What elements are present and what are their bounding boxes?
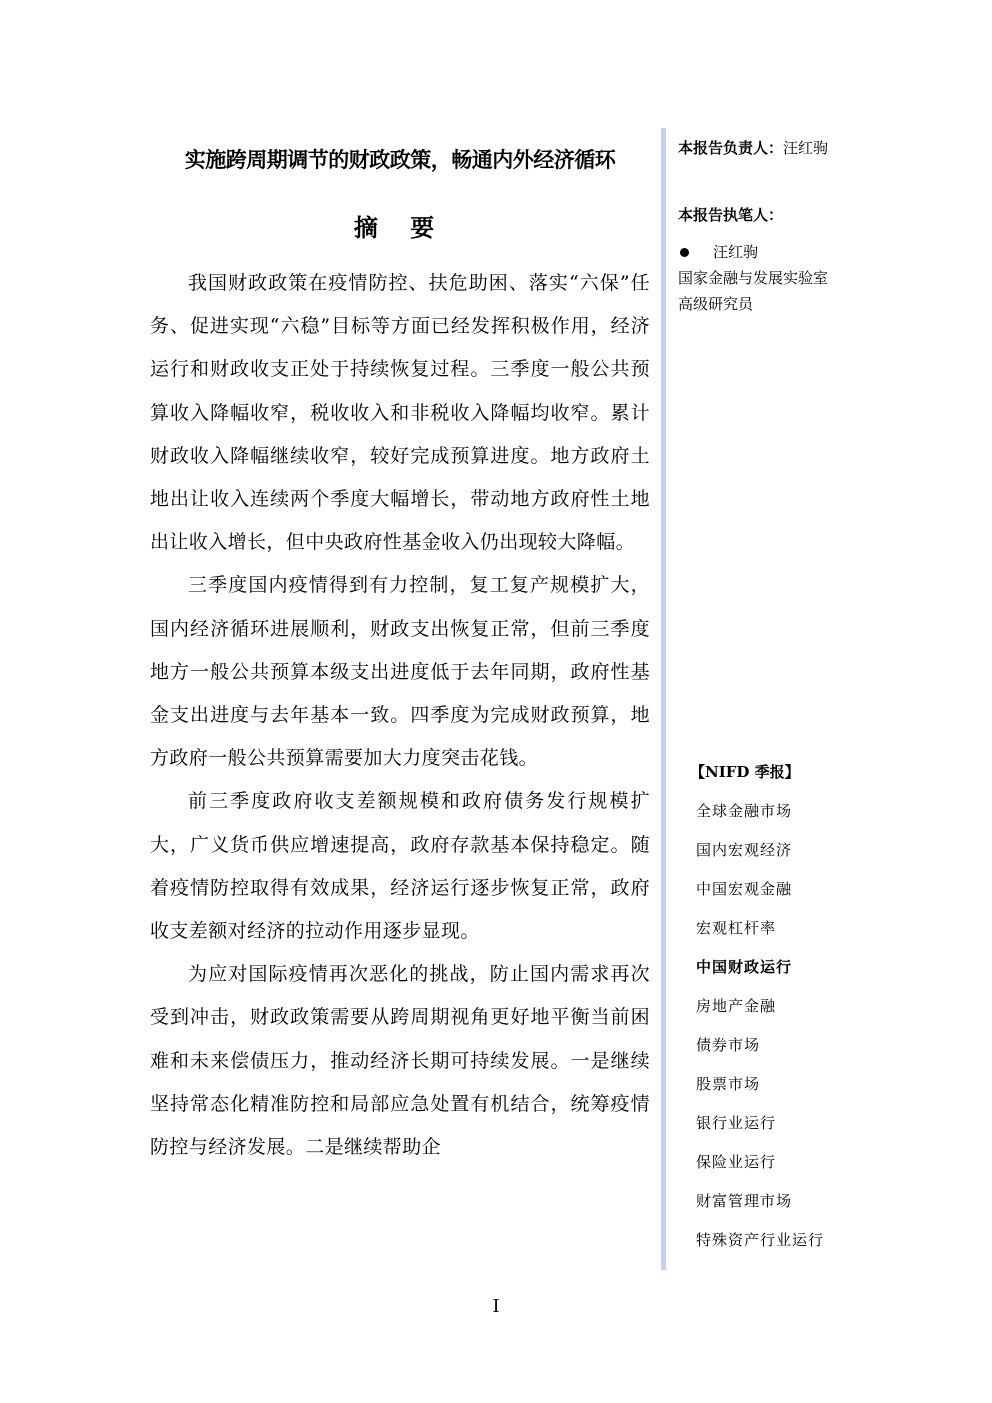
nifd-item-banking-operation[interactable]: 银行业运行 <box>696 1114 777 1132</box>
column-divider <box>661 128 666 1270</box>
abstract-paragraph-4: 为应对国际疫情再次恶化的挑战，防止国内需求再次受到冲击，财政政策需要从跨周期视角更好地平衡当前困难和未来偿债压力，推动经济长期可持续发展。一是继续坚持常态化精准防控和局部应急处置有机结合，统筹疫情防控与经济发展。二是继续帮助企 <box>150 963 650 1159</box>
nifd-item-insurance-operation[interactable]: 保险业运行 <box>696 1153 777 1171</box>
abstract-heading: 摘 要 <box>353 213 447 242</box>
bullet-icon <box>680 248 689 257</box>
responsible-name: 汪红驹 <box>783 139 829 157</box>
author-name: 汪红驹 <box>713 243 759 261</box>
report-credits <box>678 136 978 317</box>
main-column <box>150 140 650 1169</box>
responsible-person <box>678 136 978 160</box>
nifd-item-china-fiscal-operation[interactable]: 中国财政运行 <box>696 958 793 976</box>
nifd-item-real-estate-finance[interactable]: 房地产金融 <box>696 997 777 1015</box>
responsible-label: 本报告负责人： <box>678 139 784 157</box>
abstract-paragraph-1: 我国财政政策在疫情防控、扶危助困、落实“六保”任务、促进实现“六稳”目标等方面已经发挥积极作用，经济运行和财政收支正处于持续恢复过程。三季度一般公共预算收入降幅收窄，税收收入和非税收入降幅均收窄。累计财政收入降幅继续收窄，较好完成预算进度。地方政府土地出让收入连续两个季度大幅增长，带动地方政府性土地出让收入增长，但中央政府性基金收入仍出现较大降幅。 <box>150 272 650 554</box>
nifd-item-domestic-macro-economy[interactable]: 国内宏观经济 <box>696 841 793 859</box>
nifd-item-macro-leverage[interactable]: 宏观杠杆率 <box>696 919 777 937</box>
page-number: I <box>492 1296 500 1317</box>
nifd-item-special-assets[interactable]: 特殊资产行业运行 <box>696 1231 825 1249</box>
nifd-quarterly-nav <box>678 760 978 1260</box>
nifd-item-bond-market[interactable]: 债券市场 <box>696 1036 761 1054</box>
author-affiliation: 国家金融与发展实验室 <box>678 269 829 287</box>
abstract-paragraph-3: 前三季度政府收支差额规模和政府债务发行规模扩大，广义货币供应增速提高，政府存款基本保持稳定。随着疫情防控取得有效成果，经济运行逐步恢复正常，政府收支差额对经济的拉动作用逐步显现。 <box>150 790 650 943</box>
author-entry <box>678 239 978 265</box>
nifd-item-wealth-management[interactable]: 财富管理市场 <box>696 1192 793 1210</box>
author-position: 高级研究员 <box>678 295 754 313</box>
writer-label: 本报告执笔人： <box>678 206 784 224</box>
abstract-paragraph-2: 三季度国内疫情得到有力控制，复工复产规模扩大，国内经济循环进展顺利，财政支出恢复正常，但前三季度地方一般公共预算本级支出进度低于去年同期，政府性基金支出进度与去年基本一致。四季度为完成财政预算，地方政府一般公共预算需要加大力度突击花钱。 <box>150 574 650 770</box>
writer-heading <box>678 203 978 227</box>
nifd-item-global-financial-markets[interactable]: 全球金融市场 <box>696 802 793 820</box>
nifd-item-stock-market[interactable]: 股票市场 <box>696 1075 761 1093</box>
nifd-series-title: 【NIFD 季报】 <box>690 763 800 781</box>
nifd-item-china-macro-finance[interactable]: 中国宏观金融 <box>696 880 793 898</box>
document-title: 实施跨周期调节的财政政策，畅通内外经济循环 <box>184 148 616 172</box>
nifd-report-list <box>678 792 978 1260</box>
